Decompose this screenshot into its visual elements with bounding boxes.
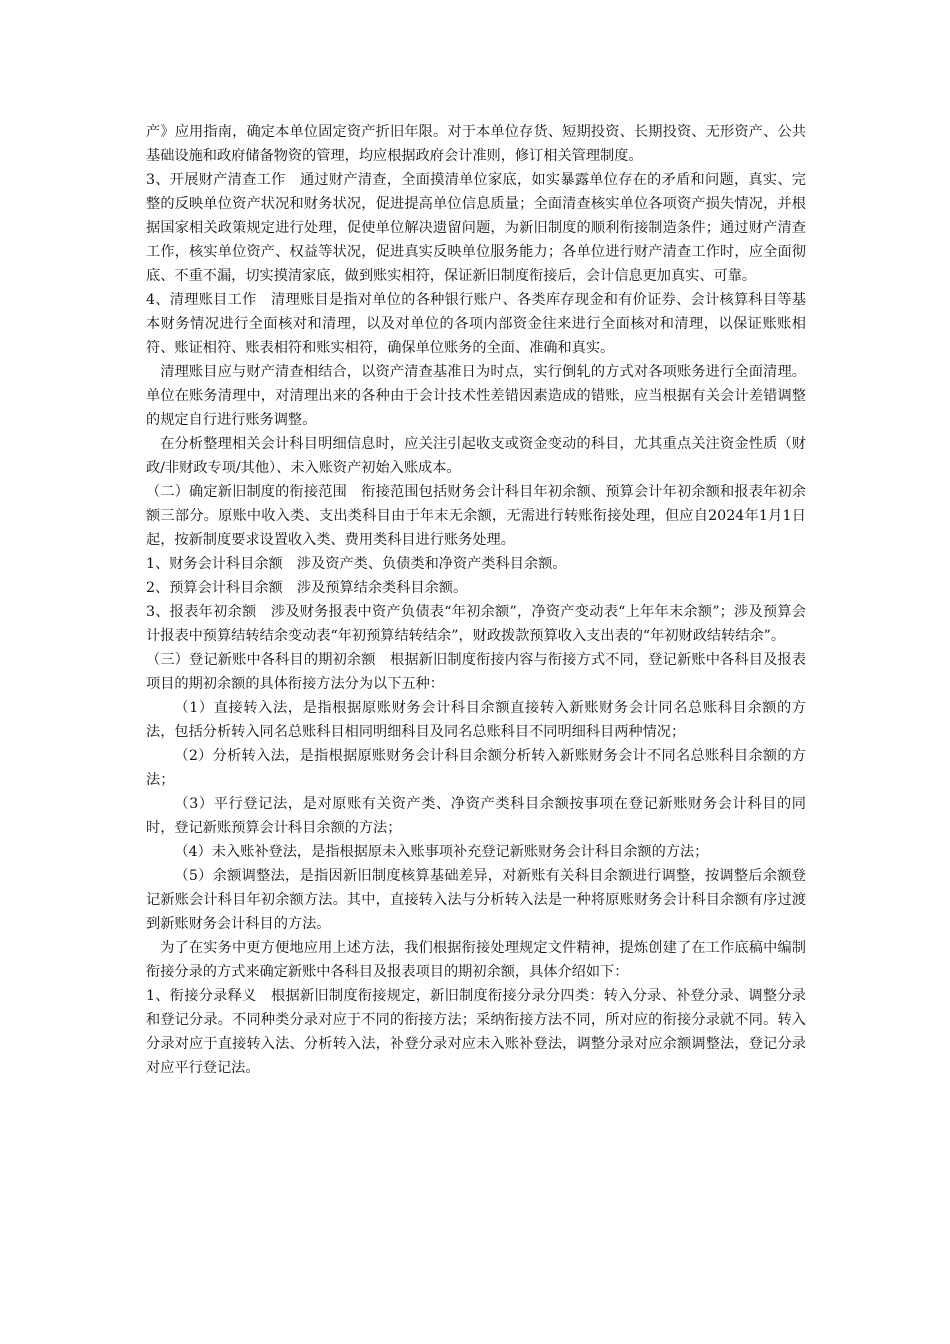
paragraph: 为了在实务中更方便地应用上述方法，我们根据衔接处理规定文件精神，提炼创建了在工作底稿中编制衔接分录的方式来确定新账中各科目及报表项目的期初余额，具体介绍如下： [146,940,806,980]
paragraph: 1、财务会计科目余额 涉及资产类、负债类和净资产类科目余额。 [146,556,567,572]
paragraph: （4）未入账补登法，是指根据原未入账事项补充登记新账财务会计科目余额的方法； [174,844,709,860]
paragraph: 3、开展财产清查工作 通过财产清查，全面摸清单位家底，如实暴露单位存在的矛盾和问题，真实、完整的反映单位资产状况和财务状况，促进提高单位信息质量；全面清查核实单位各项资产损失情况，并根据国家相关政策规定进行处理，促使单位解决遗留问题，为新旧制度的顺利衔接制造条件；通过财产清查工作，核实单位资产、权益等状况，促进真实反映单位服务能力；各单位进行财产清查工作时，应全面彻底、不重不漏，切实摸清家底，做到账实相符，保证新旧制度衔接后，会计信息更加真实、可靠。 [146,172,806,284]
paragraph: 2、预算会计科目余额 涉及预算结余类科目余额。 [146,580,468,596]
paragraph: 在分析整理相关会计科目明细信息时，应关注引起收支或资金变动的科目，尤其重点关注资金性质（财政/非财政专项/其他）、未入账资产初始入账成本。 [146,436,806,476]
paragraph: 清理账目应与财产清查相结合，以资产清查基准日为时点，实行倒轧的方式对各项账务进行全面清理。单位在账务清理中，对清理出来的各种由于会计技术性差错因素造成的错账，应当根据有关会计差错调整的规定自行进行账务调整。 [146,364,806,428]
paragraph: （1）直接转入法，是指根据原账财务会计科目余额直接转入新账财务会计同名总账科目余额的方法，包括分析转入同名总账科目相同明细科目及同名总账科目不同明细科目两种情况； [146,700,806,740]
paragraph: 4、清理账目工作 清理账目是指对单位的各种银行账户、各类库存现金和有价证券、会计核算科目等基本财务情况进行全面核对和清理，以及对单位的各项内部资金往来进行全面核对和清理，以保证账账相符、账证相符、账表相符和账实相符，确保单位账务的全面、准确和真实。 [146,292,806,356]
paragraph: 产》应用指南，确定本单位固定资产折旧年限。对于本单位存货、短期投资、长期投资、无形资产、公共基础设施和政府储备物资的管理，均应根据政府会计准则，修订相关管理制度。 [146,124,806,164]
paragraph: （二）确定新旧制度的衔接范围 衔接范围包括财务会计科目年初余额、预算会计年初余额和报表年初余额三部分。原账中收入类、支出类科目由于年末无余额，无需进行转账衔接处理，但应自2024年1月1日起，按新制度要求设置收入类、费用类科目进行账务处理。 [146,484,806,548]
paragraph: （2）分析转入法，是指根据原账财务会计科目余额分析转入新账财务会计不同名总账科目余额的方法； [146,748,806,788]
paragraph: （三）登记新账中各科目的期初余额 根据新旧制度衔接内容与衔接方式不同，登记新账中各科目及报表项目的期初余额的具体衔接方法分为以下五种： [146,652,806,692]
paragraph: （5）余额调整法，是指因新旧制度核算基础差异，对新账有关科目余额进行调整，按调整后余额登记新账会计科目年初余额方法。其中，直接转入法与分析转入法是一种将原账财务会计科目余额有序过渡到新账财务会计科目的方法。 [146,868,806,932]
paragraph: （3）平行登记法，是对原账有关资产类、净资产类科目余额按事项在登记新账财务会计科目的同时，登记新账预算会计科目余额的方法； [146,796,806,836]
document-body [146,120,806,1080]
paragraph: 3、报表年初余额 涉及财务报表中资产负债表“年初余额”，净资产变动表“上年年末余额”；涉及预算会计报表中预算结转结余变动表“年初预算结转结余”，财政拨款预算收入支出表的“年初财政结转结余”。 [146,604,806,644]
paragraph: 1、衔接分录释义 根据新旧制度衔接规定，新旧制度衔接分录分四类：转入分录、补登分录、调整分录和登记分录。不同种类分录对应于不同的衔接方法；采纳衔接方法不同，所对应的衔接分录就不同。转入分录对应于直接转入法、分析转入法，补登分录对应未入账补登法，调整分录对应余额调整法，登记分录对应平行登记法。 [146,988,806,1076]
